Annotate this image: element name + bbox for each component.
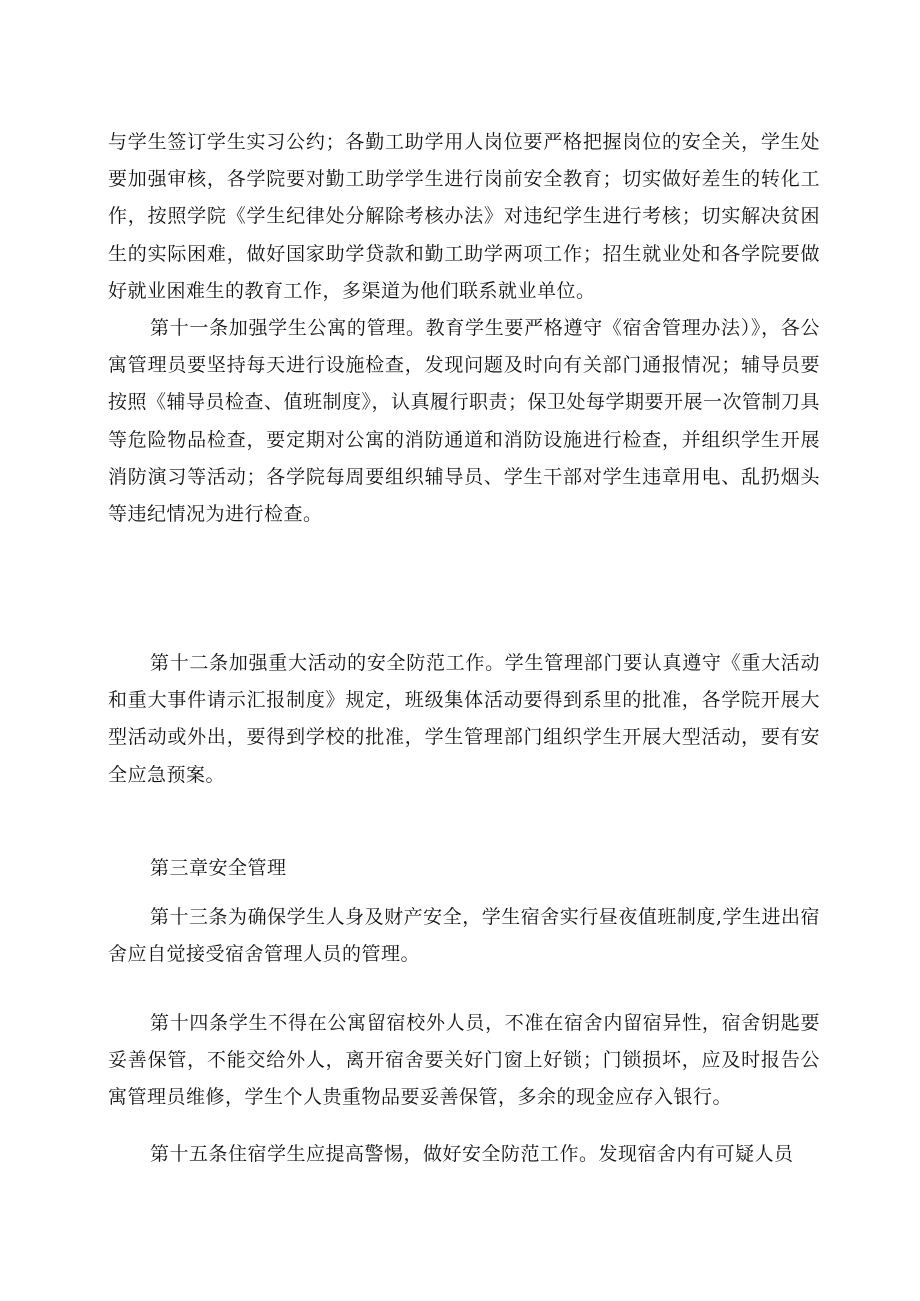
paragraph-article-12: 第十二条加强重大活动的安全防范工作。学生管理部门要认真遵守《重大活动和重大事件请示汇报制度》规定，班级集体活动要得到系里的批准，各学院开展大型活动或外出，要得到学校的批准，学生管理部门组织学生开展大型活动，要有安全应急预案。 bbox=[108, 652, 820, 786]
paragraph-article-14: 第十四条学生不得在公寓留宿校外人员，不准在宿舍内留宿异性，宿舍钥匙要妥善保管，不能交给外人，离开宿舍要关好门窗上好锁；门锁损坏，应及时报告公寓管理员维修，学生个人贵重物品要妥善保管，多余的现金应存入银行。 bbox=[108, 1012, 820, 1109]
paragraph-article-13: 第十三条为确保学生人身及财产安全，学生宿舍实行昼夜值班制度,学生进出宿舍应自觉接受宿舍管理人员的管理。 bbox=[108, 906, 820, 966]
chapter-heading: 第三章安全管理 bbox=[150, 857, 287, 879]
paragraph-article-15: 第十五条住宿学生应提高警惕，做好安全防范工作。发现宿舍内有可疑人员 bbox=[150, 1143, 794, 1165]
paragraph-continuation: 与学生签订学生实习公约；各勤工助学用人岗位要严格把握岗位的安全关，学生处要加强审核，各学院要对勤工助学学生进行岗前安全教育；切实做好差生的转化工作，按照学院《学生纪律处分解除考核办法》对违纪学生进行考核；切实解决贫困生的实际困难，做好国家助学贷款和勤工助学两项工作；招生就业处和各学院要做好就业困难生的教育工作，多渠道为他们联系就业单位。 bbox=[108, 131, 820, 302]
paragraph-article-11: 第十一条加强学生公寓的管理。教育学生要严格遵守《宿舍管理办法）》，各公寓管理员要坚持每天进行设施检查，发现问题及时向有关部门通报情况；辅导员要按照《辅导员检查、值班制度》，认真履行职责；保卫处每学期要开展一次管制刀具等危险物品检查，要定期对公寓的消防通道和消防设施进行检查，并组织学生开展消防演习等活动；各学院每周要组织辅导员、学生干部对学生违章用电、乱扔烟头等违纪情况为进行检查。 bbox=[108, 317, 821, 526]
